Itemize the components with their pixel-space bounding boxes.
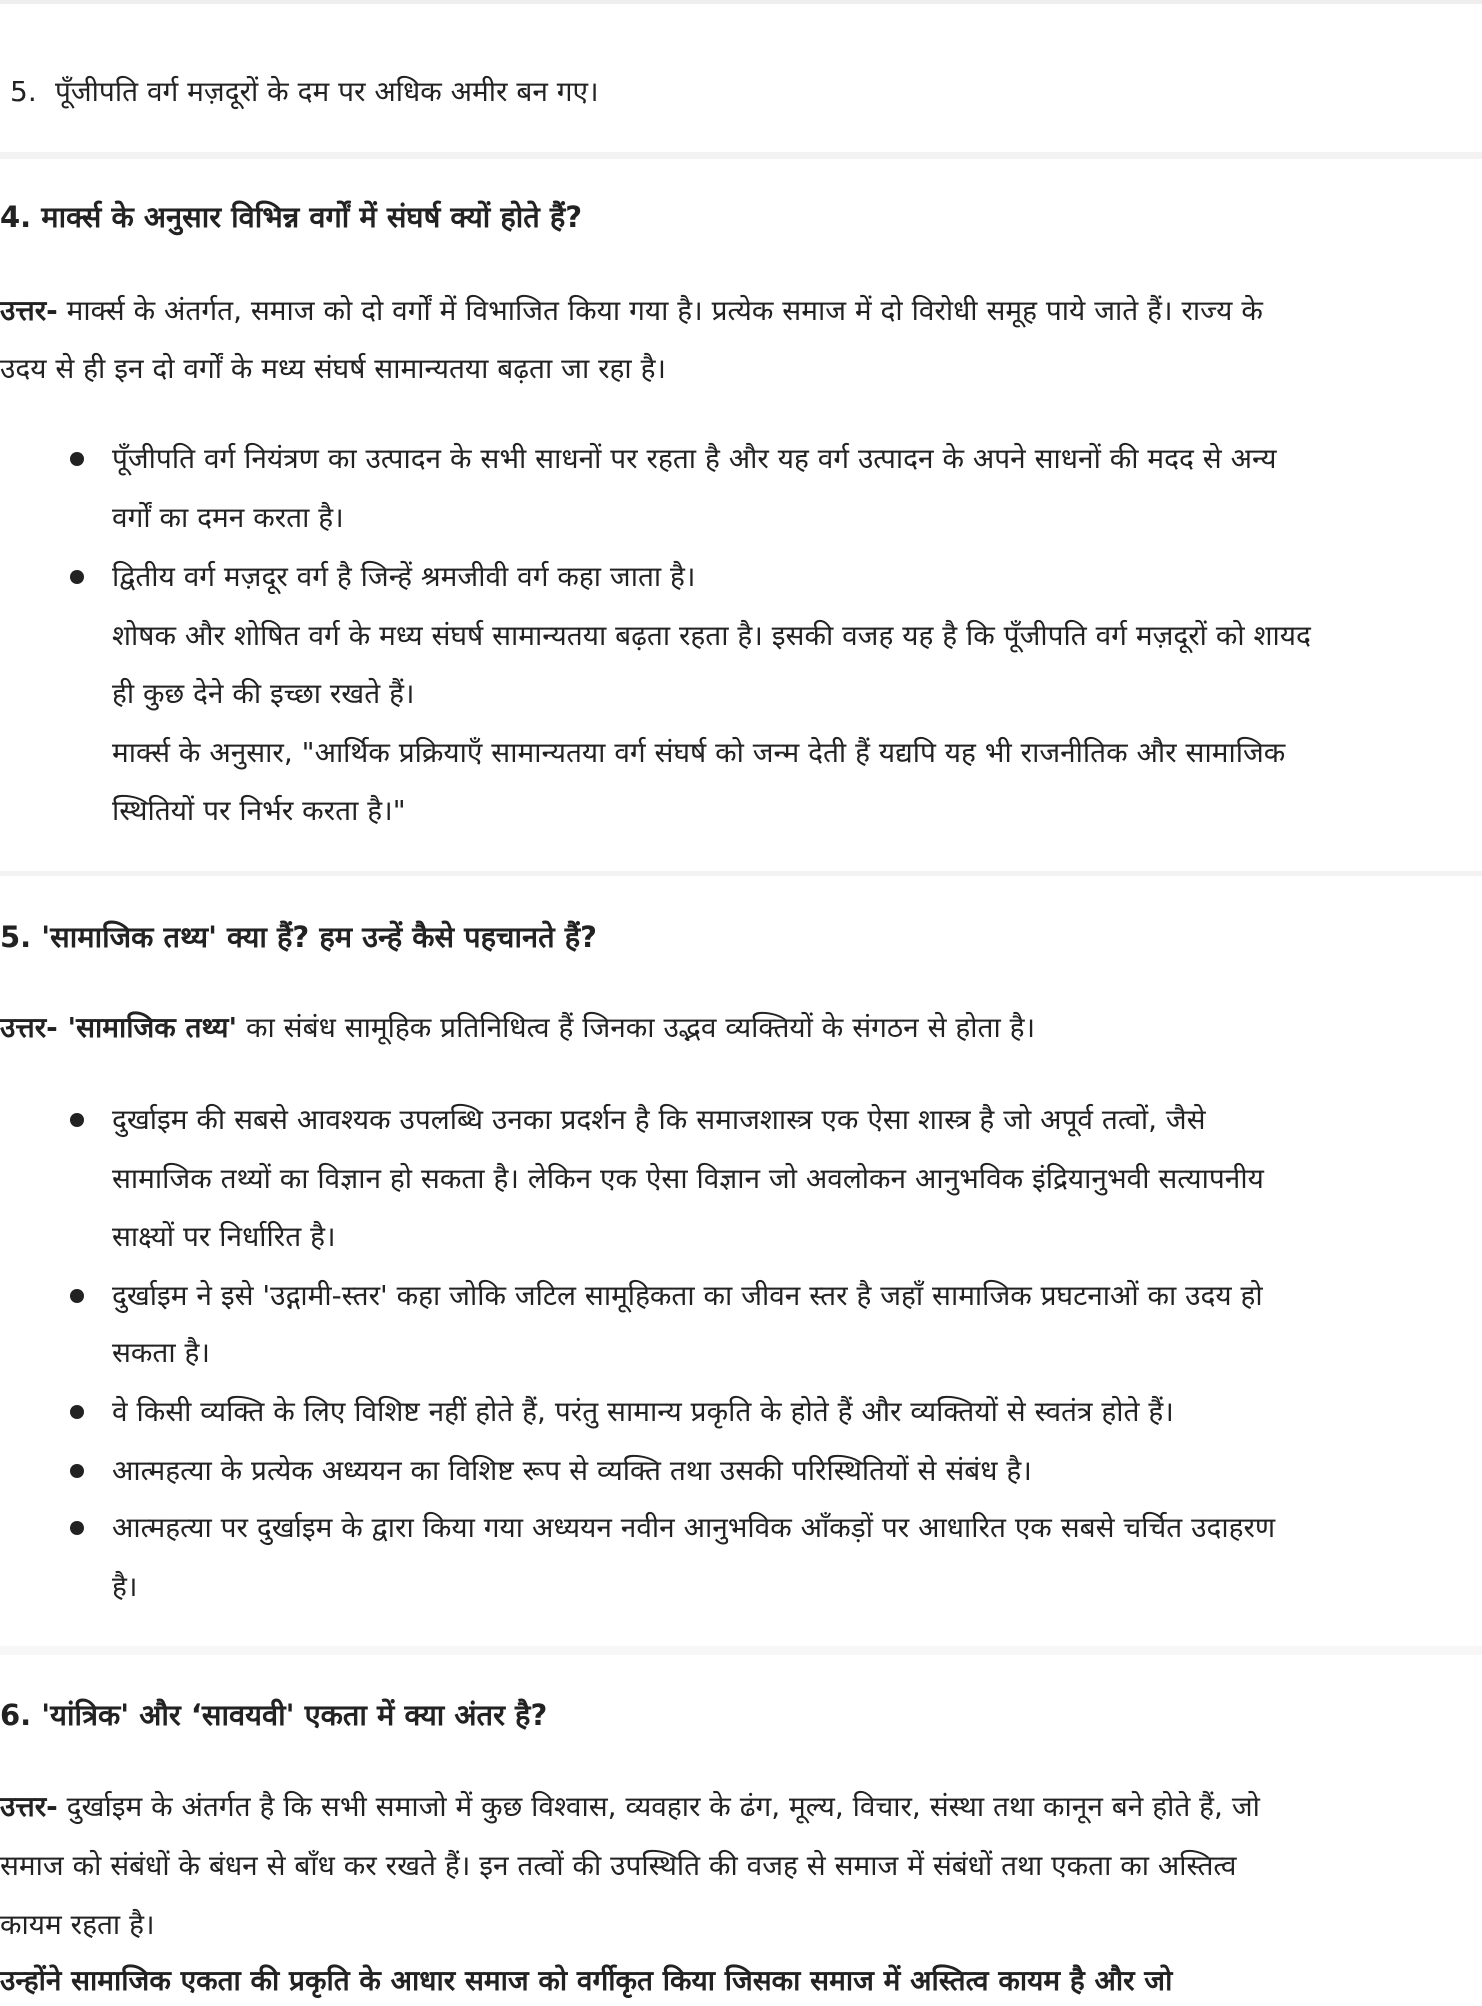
section-divider (0, 1646, 1482, 1655)
numbered-list-item (0, 72, 1482, 112)
list-number: 5. (10, 75, 37, 108)
answer-text: मार्क्स के अंतर्गत, समाज को दो वर्गों में विभाजित किया गया है। प्रत्येक समाज में दो विरोधी समूह पाये जाते हैं। राज्य के (57, 294, 1263, 327)
answer-text: का संबंध सामूहिक प्रतिनिधित्व हैं जिनका उद्भव व्यक्तियों के संगठन से होता है। (237, 1011, 1036, 1044)
bullet-item-text: वर्गों का दमन करता है। (112, 501, 344, 534)
answer-paragraph-line (0, 1008, 1035, 1048)
answer-paragraph-line: समाज को संबंधों के बंधन से बाँध कर रखते हैं। इन तत्वों की उपस्थिति की वजह से समाज में संबंधों तथा एकता का अस्तित्व (0, 1849, 1237, 1882)
bullet-item-text: दुर्खाइम की सबसे आवश्यक उपलब्धि उनका प्रदर्शन है कि समाजशास्त्र एक ऐसा शास्त्र है जो अपूर्व तत्वों, जैसे (112, 1103, 1206, 1136)
answer-bold-line: उन्होंने सामाजिक एकता की प्रकृति के आधार समाज को वर्गीकृत किया जिसका समाज में अस्तित्व कायम है और जो (0, 1964, 1173, 1997)
bullet-item-text: साक्ष्यों पर निर्धारित है। (112, 1220, 336, 1253)
section-divider (0, 871, 1482, 876)
bullet-item-text: वे किसी व्यक्ति के लिए विशिष्ट नहीं होते हैं, परंतु सामान्य प्रकृति के होते हैं और व्यक्तियों से स्वतंत्र होते हैं। (112, 1395, 1174, 1428)
bullet-item-text: है। (112, 1570, 138, 1603)
bullet-item-text: स्थितियों पर निर्भर करता है।" (112, 794, 406, 827)
bullet-icon (70, 1464, 84, 1478)
bullet-item-text: शोषक और शोषित वर्ग के मध्य संघर्ष सामान्यतया बढ़ता रहता है। इसकी वजह यह है कि पूँजीपति वर्ग मज़दूरों को शायद (112, 619, 1311, 652)
top-divider (0, 0, 1482, 4)
bullet-item-text: आत्महत्या के प्रत्येक अध्ययन का विशिष्ट रूप से व्यक्ति तथा उसकी परिस्थितियों से संबंध है। (112, 1454, 1032, 1487)
question-heading-6: 6. 'यांत्रिक' और ‘सावयवी' एकता में क्या अंतर है? (0, 1698, 548, 1732)
bullet-item-text: सामाजिक तथ्यों का विज्ञान हो सकता है। लेकिन एक ऐसा विज्ञान जो अवलोकन आनुभविक इंद्रियानुभवी सत्यापनीय (112, 1162, 1264, 1195)
bullet-item-text: द्वितीय वर्ग मज़दूर वर्ग है जिन्हें श्रमजीवी वर्ग कहा जाता है। (112, 560, 696, 593)
answer-term: 'सामाजिक तथ्य' (57, 1011, 238, 1044)
bullet-icon (70, 1289, 84, 1303)
bullet-item-text: ही कुछ देने की इच्छा रखते हैं। (112, 677, 415, 710)
answer-paragraph-line (0, 291, 1263, 331)
question-heading-5: 5. 'सामाजिक तथ्य' क्या हैं? हम उन्हें कैसे पहचानते हैं? (0, 920, 597, 954)
bullet-item-text: सकता है। (112, 1336, 211, 1369)
section-divider (0, 152, 1482, 159)
bullet-icon (70, 1521, 84, 1535)
answer-label: उत्तर- (0, 294, 58, 327)
bullet-item-text: आत्महत्या पर दुर्खाइम के द्वारा किया गया अध्ययन नवीन आनुभविक आँकड़ों पर आधारित एक सबसे चर्चित उदाहरण (112, 1511, 1276, 1544)
bullet-icon (70, 1113, 84, 1127)
bullet-item-text: पूँजीपति वर्ग नियंत्रण का उत्पादन के सभी साधनों पर रहता है और यह वर्ग उत्पादन के अपने साधनों की मदद से अन्य (112, 442, 1277, 475)
bullet-icon (70, 452, 84, 466)
bullet-item-text: दुर्खाइम ने इसे 'उद्गामी-स्तर' कहा जोकि जटिल सामूहिकता का जीवन स्तर है जहाँ सामाजिक प्रघटनाओं का उदय हो (112, 1279, 1263, 1312)
list-item-text: पूँजीपति वर्ग मज़दूरों के दम पर अधिक अमीर बन गए। (55, 75, 599, 108)
bullet-icon (70, 1405, 84, 1419)
answer-label: उत्तर- (0, 1790, 58, 1823)
question-heading-4: 4. मार्क्स के अनुसार विभिन्न वर्गों में संघर्ष क्यों होते हैं? (0, 200, 583, 234)
answer-text: दुर्खाइम के अंतर्गत है कि सभी समाजो में कुछ विश्वास, व्यवहार के ढंग, मूल्य, विचार, संस्था तथा कानून बने होते हैं, जो (57, 1790, 1260, 1823)
answer-paragraph-line (0, 1787, 1260, 1827)
answer-label: उत्तर- (0, 1011, 58, 1044)
bullet-item-text: मार्क्स के अनुसार, "आर्थिक प्रक्रियाएँ सामान्यतया वर्ग संघर्ष को जन्म देती हैं यद्यपि यह भी राजनीतिक और सामाजिक (112, 736, 1286, 769)
answer-paragraph-line: उदय से ही इन दो वर्गों के मध्य संघर्ष सामान्यतया बढ़ता जा रहा है। (0, 352, 667, 385)
bullet-icon (70, 570, 84, 584)
answer-paragraph-line: कायम रहता है। (0, 1908, 155, 1941)
